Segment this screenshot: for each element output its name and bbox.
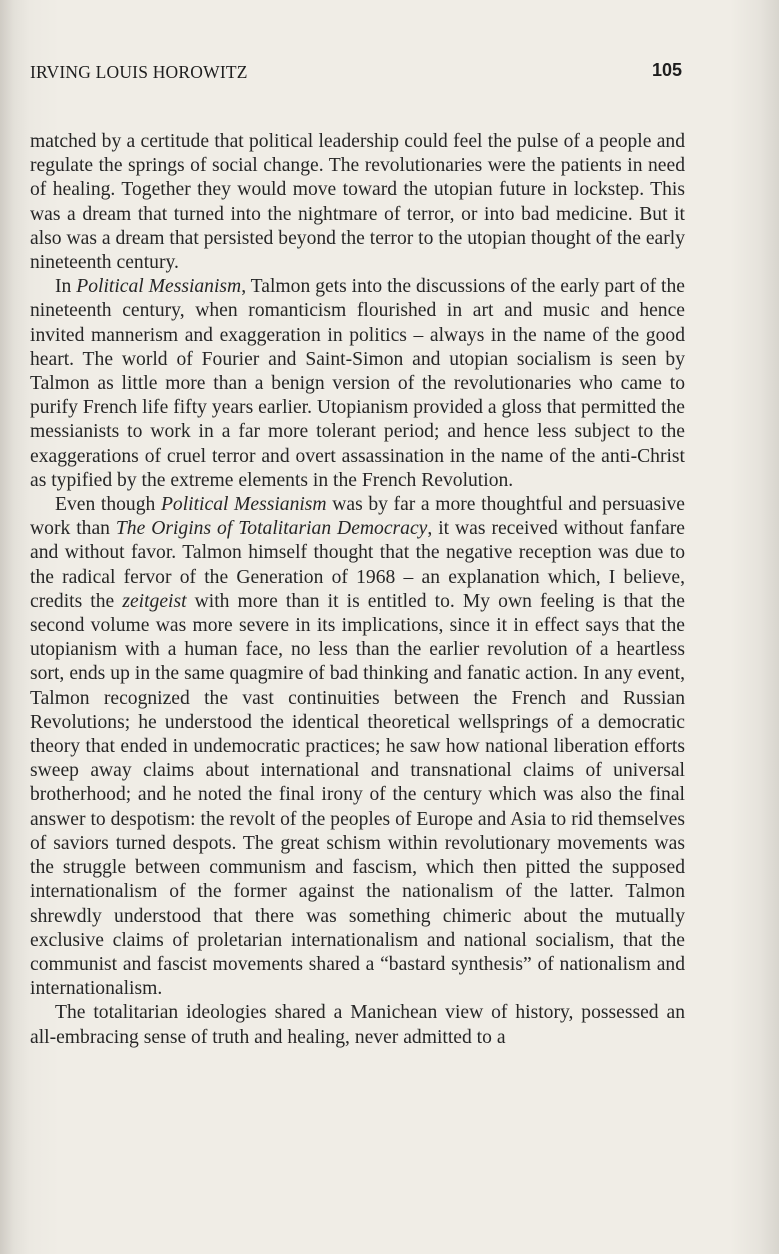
running-head: IRVING LOUIS HOROWITZ (30, 62, 248, 82)
text-run: , Talmon gets into the discussions of the early part of the nineteenth century, when romanticism flourished in art and music and hence invited mannerism and exaggeration in politics – always in the name of the good heart. The world of Fourier and Saint-Simon and utopian socialism is seen by Talmon as little more than a benign version of the revolutionaries who came to purify French life fifty years earlier. Utopianism provided a gloss that permitted the messianists to work in a far more tolerant period; and hence less subject to the exaggerations of cruel terror and overt assassination in the name of the anti-Christ as typified by the extreme elements in the French Revolution. (30, 276, 685, 491)
text-run: Even though (55, 494, 161, 516)
paragraph (30, 275, 685, 493)
paragraph (30, 130, 685, 275)
text-run: matched by a certitude that political leadership could feel the pulse of a people and regulate the springs of social change. The revolutionaries were the patients in need of healing. Together they would move toward the utopian future in lockstep. This was a dream that turned into the nightmare of terror, or into bad medicine. But it also was a dream that persisted beyond the terror to the utopian thought of the early nineteenth century. (30, 131, 685, 274)
text-run: was by far a more thoughtful and persuasive work than (30, 494, 686, 540)
page-number: 105 (651, 60, 682, 80)
paragraph (30, 1001, 685, 1049)
text-run: In (55, 276, 77, 298)
paragraph (30, 493, 685, 1001)
text-run: The totalitarian ideologies shared a Manichean view of history, possessed an all-embracing sense of truth and healing, never admitted to a (30, 1002, 685, 1048)
italic-title: Political Messianism (76, 276, 242, 298)
body-text (30, 130, 685, 1050)
text-run: , it was received without fanfare and without favor. Talmon himself thought that the negative reception was due to the radical fervor of the Generation of 1968 – an explanation which, I believe, credits the (30, 518, 685, 612)
italic-title: The Origins of Totalitarian Democracy (115, 518, 428, 540)
italic-title: Political Messianism (160, 494, 327, 516)
text-run: with more than it is entitled to. My own feeling is that the second volume was more severe in its implications, since it in effect says that the utopianism with a human face, no less than the earlier revolution of a heartless sort, ends up in the same quagmire of bad thinking and fanatic action. In any event, Talmon recognized the vast continuities between the French and Russian Revolutions; he understood the identical theoretical wellsprings of a democratic theory that ended in undemocratic practices; he saw how national liberation efforts sweep away claims about international and transnational claims of universal brotherhood; and he noted the final irony of the century which was also the final answer to despotism: the revolt of the peoples of Europe and Asia to rid themselves of saviors turned despots. The great schism within revolutionary movements was the struggle between communism and fascism, which then pitted the supposed internationalism of the former against the nationalism of the latter. Talmon shrewdly understood that there was something chimeric about the mutually exclusive claims of proletarian internationalism and national socialism, that the communist and fascist movements shared a “bastard synthesis” of nationalism and internationalism. (30, 590, 685, 1000)
italic-title: zeitgeist (122, 590, 187, 612)
page-header (30, 60, 682, 86)
